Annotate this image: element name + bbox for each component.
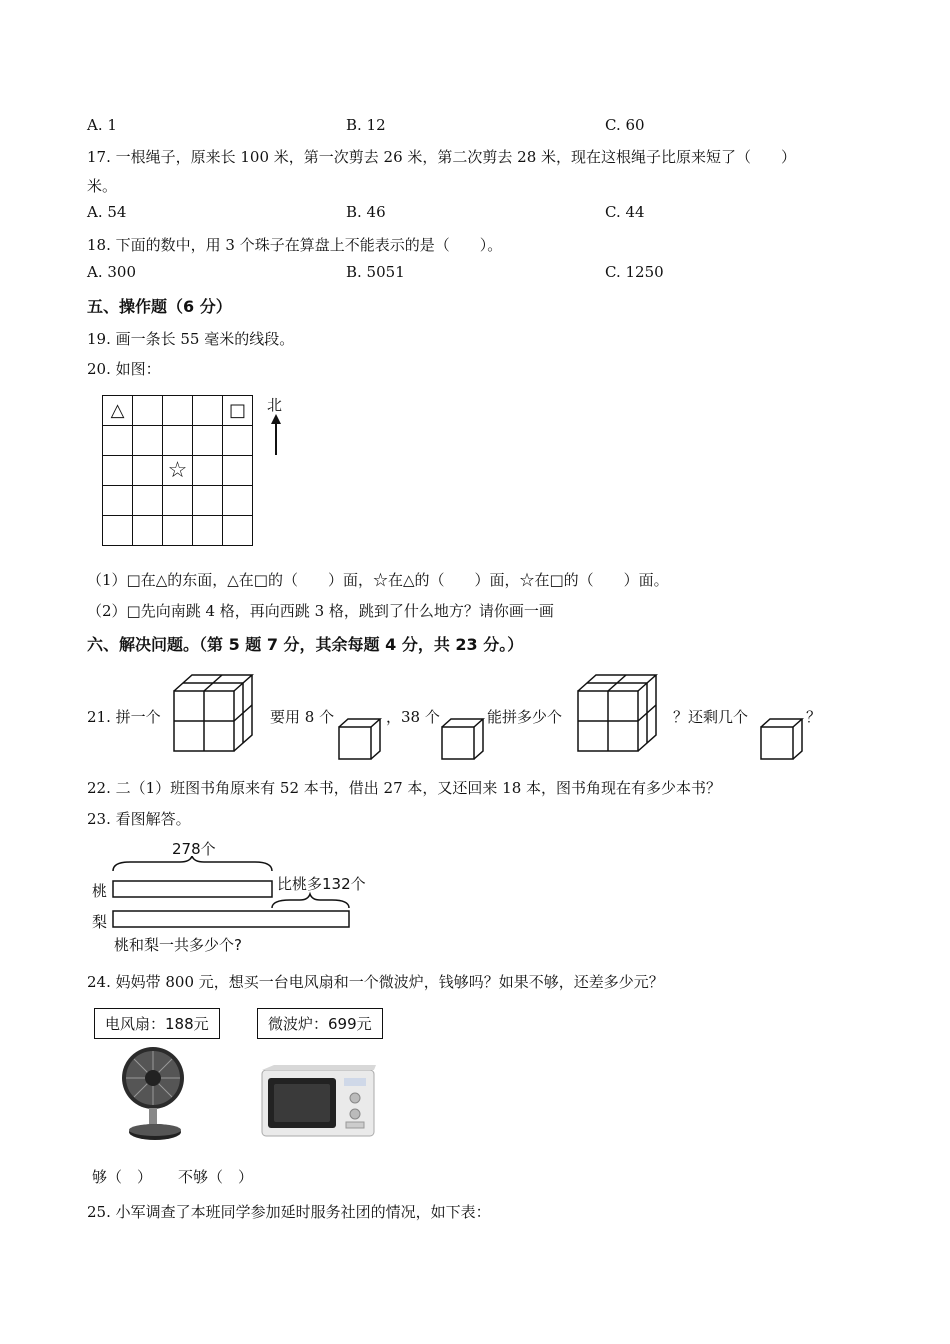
section6-title: 六、解决问题。（第 5 题 7 分，其余每题 4 分，共 23 分。） xyxy=(87,635,524,654)
q17-option-b: B. 46 xyxy=(346,203,386,221)
north-arrow-icon xyxy=(268,414,284,456)
q18-text: 18. 下面的数中，用 3 个珠子在算盘上不能表示的是（ ）。 xyxy=(87,236,503,254)
q18-option-b: B. 5051 xyxy=(346,263,405,281)
q17-option-c: C. 44 xyxy=(605,203,645,221)
q16-option-a: A. 1 xyxy=(87,116,117,134)
north-label: 北 xyxy=(267,396,283,414)
q22-text: 22. 二（1）班图书角原来有 52 本书，借出 27 本，又还回来 18 本，图书角现在有多少本书？ xyxy=(87,779,722,797)
q16-option-c: C. 60 xyxy=(605,116,645,134)
q23-question: 桃和梨一共多少个? xyxy=(114,936,242,954)
more-than-peach-label: 比桃多132个 xyxy=(277,875,366,893)
q25-text: 25. 小军调查了本班同学参加延时服务社团的情况，如下表： xyxy=(87,1203,491,1221)
q21-part3: ，38 个 xyxy=(386,708,440,726)
q21-part5: ？还剩几个 xyxy=(673,708,749,726)
q21-part6: ？ xyxy=(806,708,822,726)
peach-label: 桃 xyxy=(92,882,108,900)
small-cube-icon xyxy=(441,718,485,760)
q17-text-cont: 米。 xyxy=(87,177,118,195)
microwave-icon xyxy=(258,1064,378,1140)
q19-text: 19. 画一条长 55 毫米的线段。 xyxy=(87,330,295,348)
small-cube-icon xyxy=(760,718,804,760)
star-icon: ☆ xyxy=(167,457,188,483)
electric-fan-icon xyxy=(118,1044,190,1144)
q21-part4: 能拼多少个 xyxy=(487,708,563,726)
direction-grid xyxy=(102,395,253,546)
not-enough-option[interactable]: 不够（ ） xyxy=(178,1168,254,1186)
star-cell xyxy=(163,456,193,486)
pear-label: 梨 xyxy=(92,913,108,931)
q20-part2: （2）□先向南跳 4 格，再向西跳 3 格，跳到了什么地方？请你画一画 xyxy=(87,602,554,620)
square-cell xyxy=(223,396,253,426)
line-segment-diagram xyxy=(110,856,360,936)
microwave-price-box: 微波炉：699元 xyxy=(257,1008,383,1039)
q21-part1: 21. 拼一个 xyxy=(87,708,161,726)
q17-option-a: A. 54 xyxy=(87,203,127,221)
large-cube-icon xyxy=(172,673,256,753)
q18-option-c: C. 1250 xyxy=(605,263,664,281)
large-cube-icon xyxy=(576,673,660,753)
q20-part1: （1）□在△的东面，△在□的（ ）面，☆在△的（ ）面，☆在□的（ ）面。 xyxy=(87,571,669,589)
square-icon: □ xyxy=(228,399,246,421)
triangle-cell xyxy=(103,396,133,426)
q24-text: 24. 妈妈带 800 元，想买一台电风扇和一个微波炉，钱够吗？如果不够，还差多少元？ xyxy=(87,973,664,991)
section5-title: 五、操作题（6 分） xyxy=(87,297,232,316)
q21-part2: 要用 8 个 xyxy=(270,708,335,726)
small-cube-icon xyxy=(338,718,382,760)
peach-count-label: 278个 xyxy=(172,840,216,858)
triangle-icon: △ xyxy=(110,399,125,421)
q23-text: 23. 看图解答。 xyxy=(87,810,191,828)
enough-option[interactable]: 够（ ） xyxy=(92,1168,153,1186)
fan-price-box: 电风扇：188元 xyxy=(94,1008,220,1039)
q17-text: 17. 一根绳子，原来长 100 米，第一次剪去 26 米，第二次剪去 28 米，现在这根绳子比原来短了（ ） xyxy=(87,148,797,166)
q20-text: 20. 如图： xyxy=(87,360,161,378)
q18-option-a: A. 300 xyxy=(87,263,136,281)
q16-option-b: B. 12 xyxy=(346,116,386,134)
